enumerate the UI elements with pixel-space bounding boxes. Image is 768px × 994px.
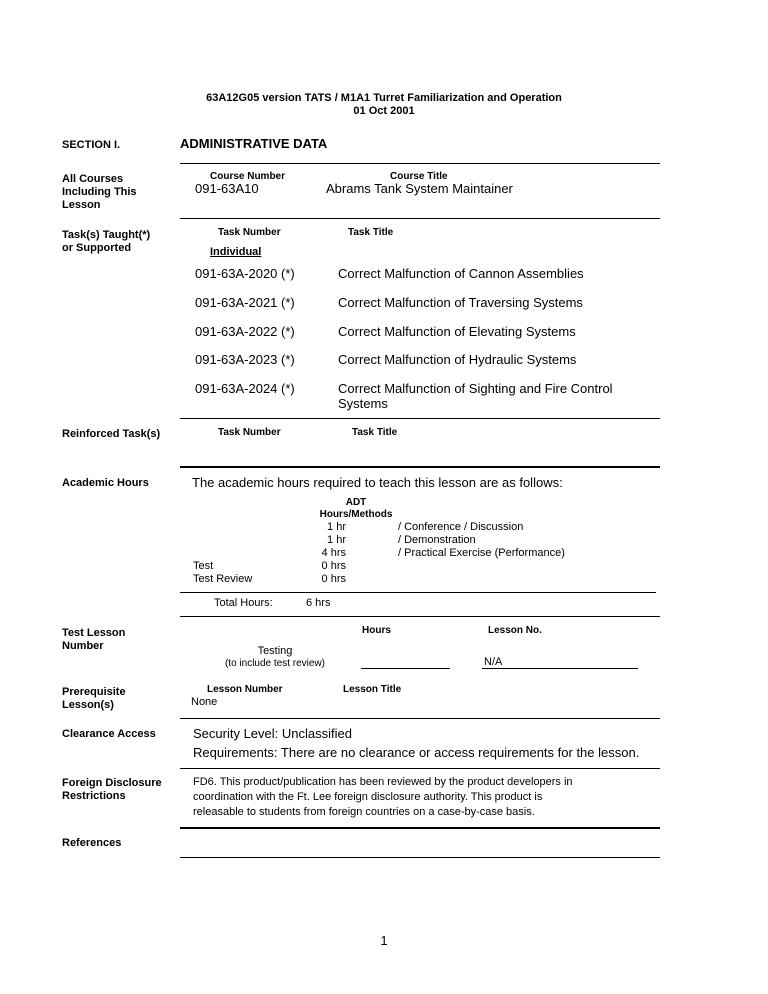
course-title: Abrams Tank System Maintainer bbox=[326, 181, 513, 196]
prereq-number-header: Lesson Number bbox=[207, 684, 283, 695]
task-number: 091-63A-2021 (*) bbox=[195, 295, 295, 310]
security-level: Security Level: Unclassified bbox=[193, 726, 352, 741]
task-number-header: Task Number bbox=[218, 227, 281, 238]
divider bbox=[180, 768, 660, 769]
test-hours-header: Hours bbox=[362, 625, 391, 636]
page-number: 1 bbox=[380, 933, 388, 948]
foreign-disclosure-label: Foreign Disclosure Restrictions bbox=[62, 777, 162, 802]
divider bbox=[180, 616, 660, 617]
foreign-disclosure-line: releasable to students from foreign countries on a case-by-case basis. bbox=[193, 806, 535, 818]
testing-label: Testing bbox=[257, 645, 293, 657]
academic-row-name: Test Review bbox=[193, 573, 253, 585]
task-title: Correct Malfunction of Hydraulic Systems bbox=[338, 352, 577, 367]
foreign-disclosure-line: FD6. This product/publication has been reviewed by the product developers in bbox=[193, 776, 573, 788]
divider bbox=[180, 163, 660, 164]
academic-label: Academic Hours bbox=[62, 477, 149, 489]
tasks-label: Task(s) Taught(*) or Supported bbox=[62, 229, 151, 254]
course-title-header: Course Title bbox=[390, 171, 448, 182]
task-title: Correct Malfunction of Sighting and Fire Control bbox=[338, 381, 613, 396]
foreign-disclosure-line: coordination with the Ft. Lee foreign disclosure authority. This product is bbox=[193, 791, 543, 803]
references-label: References bbox=[62, 837, 122, 849]
divider bbox=[180, 418, 660, 419]
task-number: 091-63A-2020 (*) bbox=[195, 266, 295, 281]
academic-row-name: Test bbox=[193, 560, 214, 572]
test-lesson-no-value: N/A bbox=[484, 656, 503, 668]
divider bbox=[180, 218, 660, 219]
reinforced-title-header: Task Title bbox=[352, 427, 398, 438]
academic-row-hours: 1 hr bbox=[327, 521, 346, 533]
task-title: Correct Malfunction of Elevating Systems bbox=[338, 324, 576, 339]
task-number: 091-63A-2023 (*) bbox=[195, 352, 295, 367]
divider bbox=[180, 466, 660, 468]
academic-row-hours: 0 hrs bbox=[321, 560, 346, 572]
task-number: 091-63A-2024 (*) bbox=[195, 381, 295, 396]
prereq-value: None bbox=[191, 696, 218, 708]
academic-row-hours: 1 hr bbox=[327, 534, 346, 546]
course-number: 091-63A10 bbox=[195, 181, 259, 196]
academic-row-hours: 0 hrs bbox=[321, 573, 346, 585]
document-title: 63A12G05 version TATS / M1A1 Turret Familiarization and Operation bbox=[206, 92, 562, 104]
academic-row-hours: 4 hrs bbox=[321, 547, 346, 559]
task-group: Individual bbox=[210, 246, 262, 258]
task-title-continued: Systems bbox=[338, 396, 388, 411]
testing-note: (to include test review) bbox=[224, 658, 326, 669]
prereq-title-header: Lesson Title bbox=[343, 684, 402, 695]
test-lesson-no-field bbox=[482, 668, 638, 669]
section-heading: ADMINISTRATIVE DATA bbox=[180, 136, 328, 151]
course-number-header: Course Number bbox=[210, 171, 286, 182]
reinforced-number-header: Task Number bbox=[218, 427, 281, 438]
task-title: Correct Malfunction of Traversing Systems bbox=[338, 295, 583, 310]
total-divider bbox=[180, 592, 656, 593]
task-number: 091-63A-2022 (*) bbox=[195, 324, 295, 339]
academic-row-method: / Conference / Discussion bbox=[398, 521, 524, 533]
courses-label: All Courses Including This Lesson bbox=[62, 173, 137, 211]
test-lesson-no-header: Lesson No. bbox=[488, 625, 542, 636]
task-title: Correct Malfunction of Cannon Assemblies bbox=[338, 266, 584, 281]
clearance-requirements: Requirements: There are no clearance or access requirements for the lesson. bbox=[193, 745, 640, 760]
section-label: SECTION I. bbox=[62, 139, 121, 151]
test-hours-field bbox=[361, 668, 450, 669]
divider bbox=[180, 827, 660, 829]
prerequisite-label: Prerequisite Lesson(s) bbox=[62, 686, 126, 711]
total-hours-label: Total Hours: bbox=[214, 597, 273, 609]
divider bbox=[180, 857, 660, 858]
reinforced-label: Reinforced Task(s) bbox=[62, 428, 161, 440]
clearance-label: Clearance Access bbox=[62, 728, 156, 740]
academic-row-method: / Practical Exercise (Performance) bbox=[398, 547, 565, 559]
academic-row-method: / Demonstration bbox=[398, 534, 476, 546]
test-lesson-label: Test Lesson Number bbox=[62, 627, 126, 652]
divider bbox=[180, 718, 660, 719]
task-title-header: Task Title bbox=[348, 227, 394, 238]
adt-header: ADT bbox=[345, 497, 367, 508]
academic-intro: The academic hours required to teach this lesson are as follows: bbox=[192, 475, 563, 490]
document-date: 01 Oct 2001 bbox=[353, 105, 415, 117]
hours-methods-header: Hours/Methods bbox=[319, 509, 393, 520]
total-hours-value: 6 hrs bbox=[306, 597, 331, 609]
